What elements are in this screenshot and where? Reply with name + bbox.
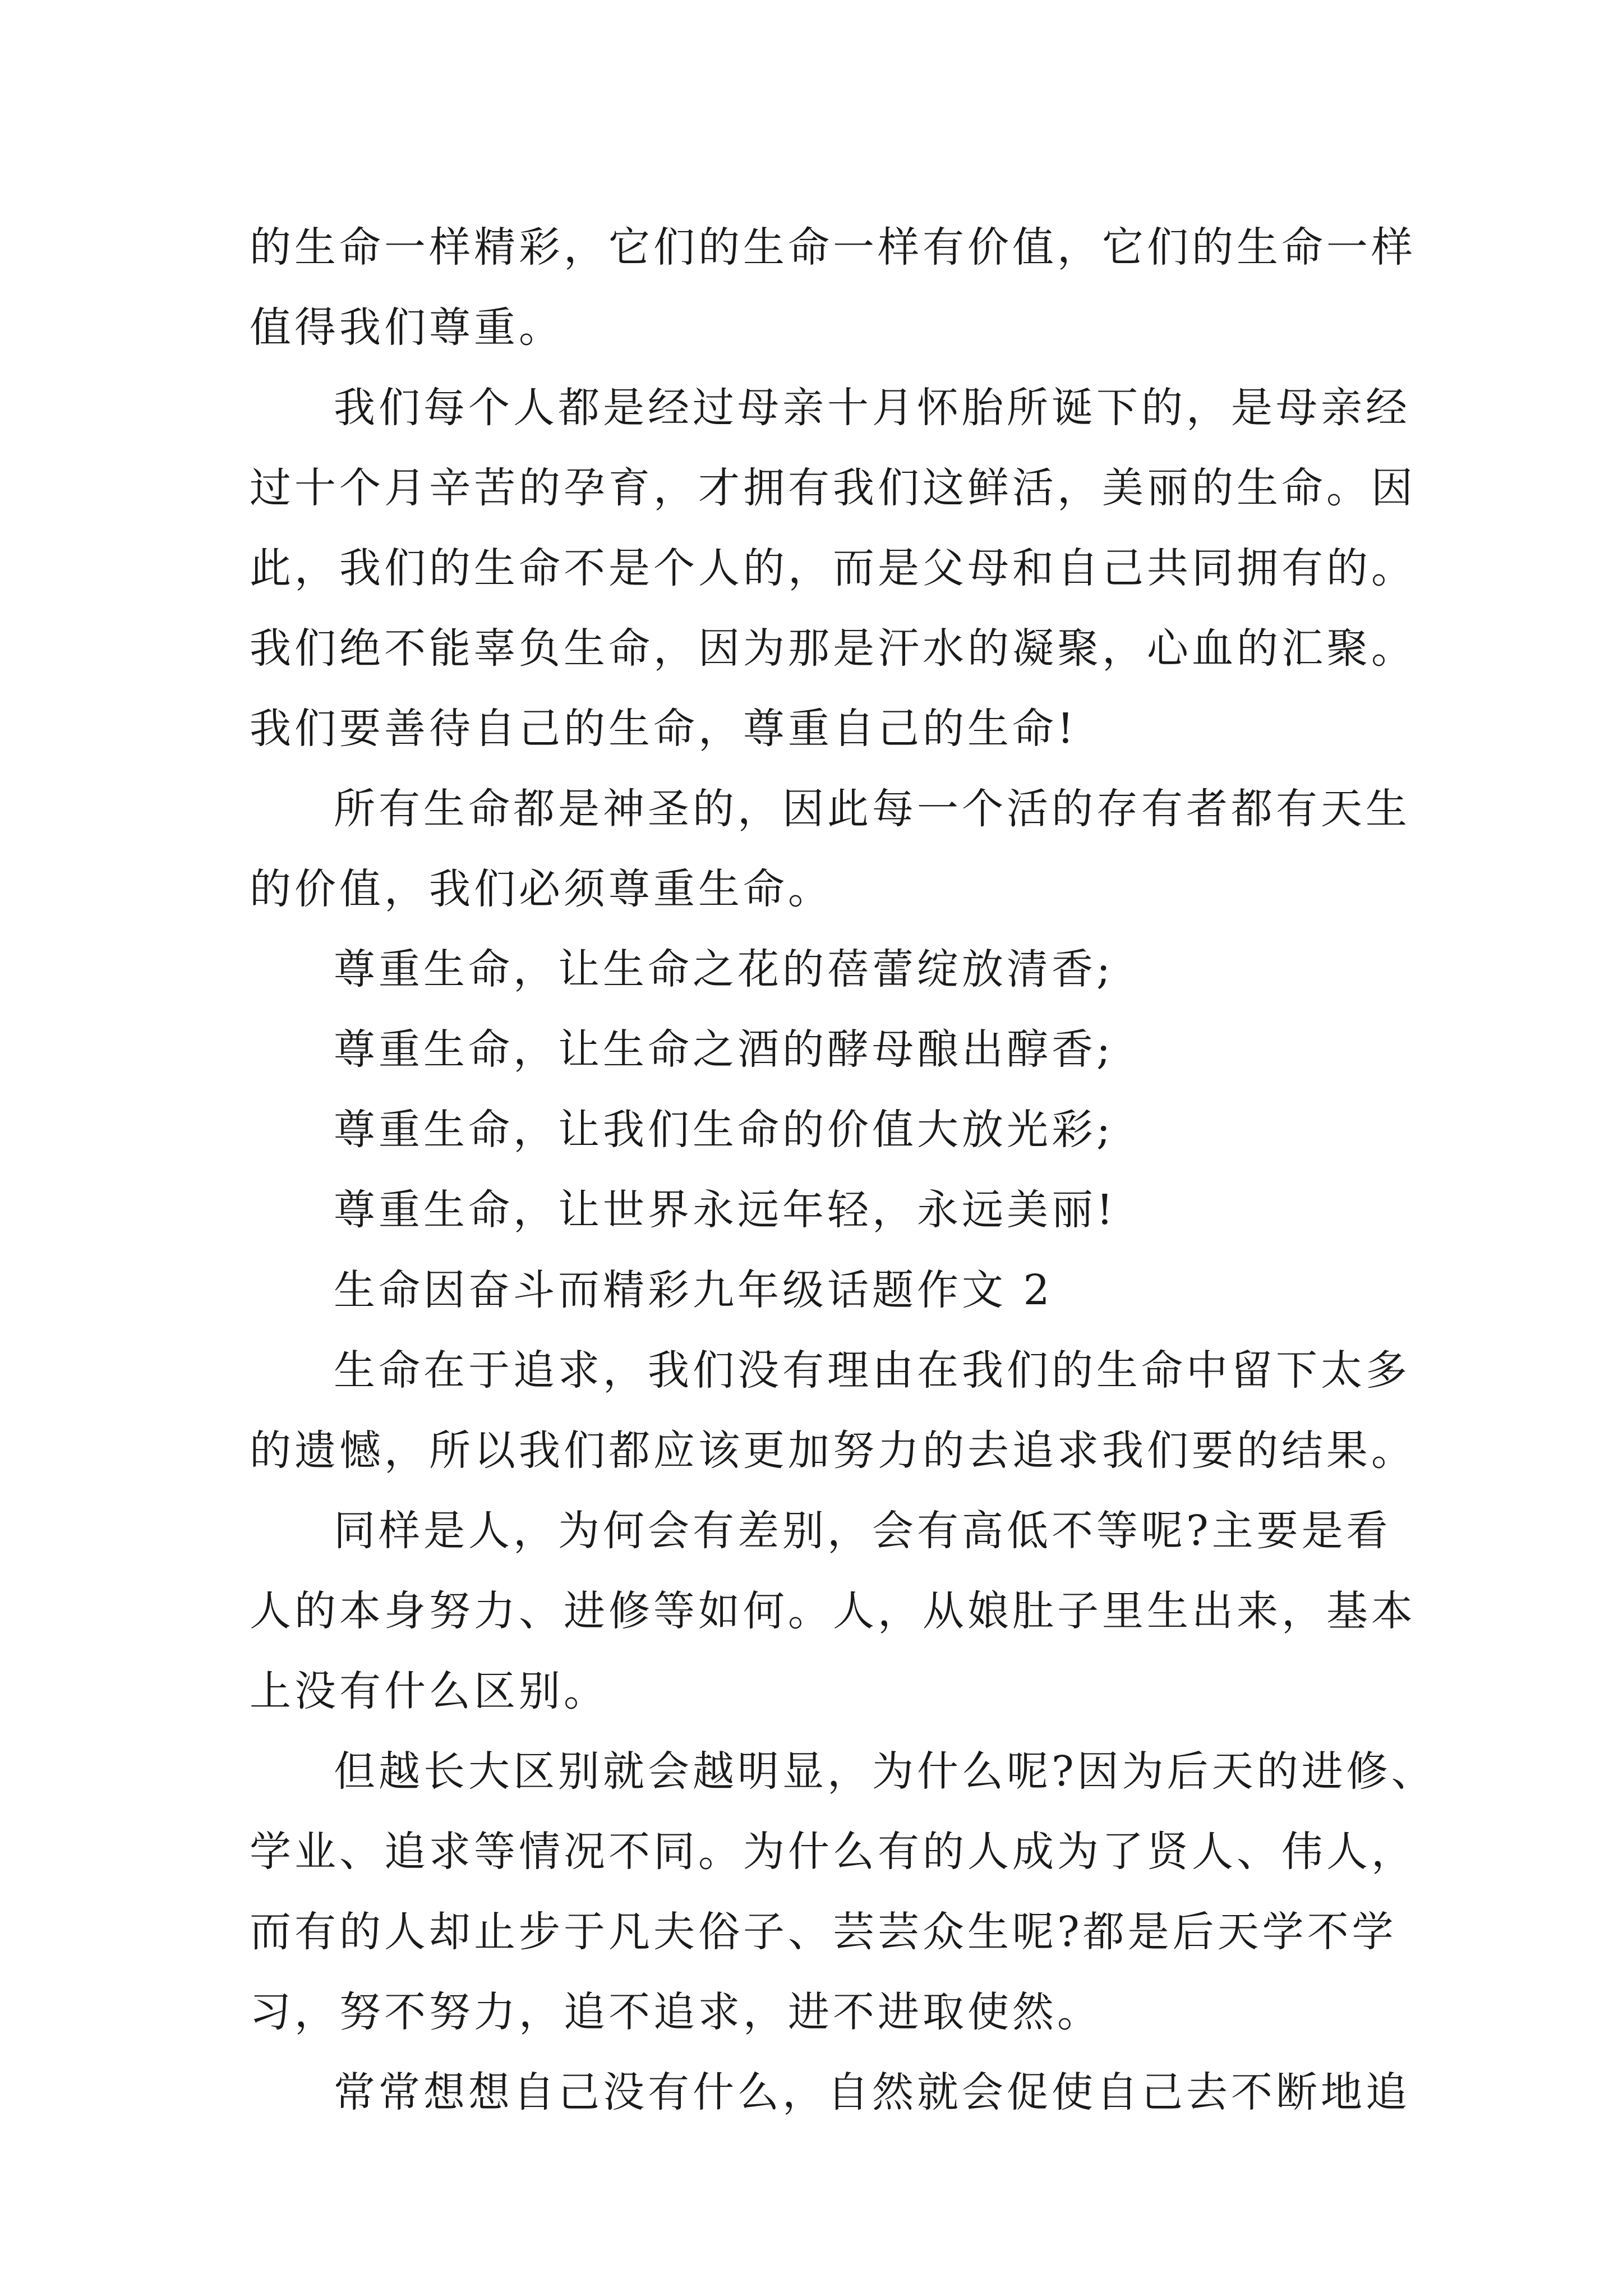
- text-line: 上没有什么区别。: [250, 1667, 608, 1715]
- text-line: 过十个月辛苦的孕育，才拥有我们这鲜活，美丽的生命。因: [250, 464, 1416, 512]
- text-line: 我们每个人都是经过母亲十月怀胎所诞下的，是母亲经: [334, 384, 1410, 432]
- text-line: 生命在于追求，我们没有理由在我们的生命中留下太多: [334, 1346, 1410, 1395]
- text-line: 的遗憾，所以我们都应该更加努力的去追求我们要的结果。: [250, 1427, 1416, 1475]
- text-line: 而有的人却止步于凡夫俗子、芸芸众生呢?都是后天学不学: [250, 1908, 1397, 1956]
- text-line: 同样是人，为何会有差别，会有高低不等呢?主要是看: [334, 1507, 1391, 1555]
- text-line: 学业、追求等情况不同。为什么有的人成为了贤人、伟人，: [250, 1828, 1416, 1876]
- section-heading: 生命因奋斗而精彩九年级话题作文 2: [334, 1266, 1053, 1314]
- text-line: 常常想想自己没有什么，自然就会促使自己去不断地追: [334, 2068, 1410, 2116]
- text-line: 的价值，我们必须尊重生命。: [250, 865, 833, 913]
- text-line: 此，我们的生命不是个人的，而是父母和自己共同拥有的。: [250, 544, 1416, 592]
- text-line: 所有生命都是神圣的，因此每一个活的存有者都有天生: [334, 785, 1410, 833]
- text-line: 人的本身努力、进修等如何。人，从娘肚子里生出来，基本: [250, 1587, 1416, 1635]
- text-line: 尊重生命，让我们生命的价值大放光彩;: [334, 1106, 1114, 1154]
- text-line: 尊重生命，让世界永远年轻，永远美丽!: [334, 1186, 1117, 1234]
- text-line: 的生命一样精彩，它们的生命一样有价值，它们的生命一样: [250, 223, 1416, 272]
- text-line: 值得我们尊重。: [250, 303, 564, 352]
- text-line: 尊重生命，让生命之酒的酵母酿出醇香;: [334, 1025, 1114, 1074]
- document-body: [250, 208, 1436, 2133]
- text-line: 但越长大区别就会越明显，为什么呢?因为后天的进修、: [334, 1747, 1436, 1796]
- text-line: 我们要善待自己的生命，尊重自己的生命!: [250, 705, 1077, 753]
- text-line: 我们绝不能辜负生命，因为那是汗水的凝聚，心血的汇聚。: [250, 624, 1416, 673]
- text-line: 习，努不努力，追不追求，进不进取使然。: [250, 1988, 1102, 2036]
- text-line: 尊重生命，让生命之花的蓓蕾绽放清香;: [334, 945, 1114, 993]
